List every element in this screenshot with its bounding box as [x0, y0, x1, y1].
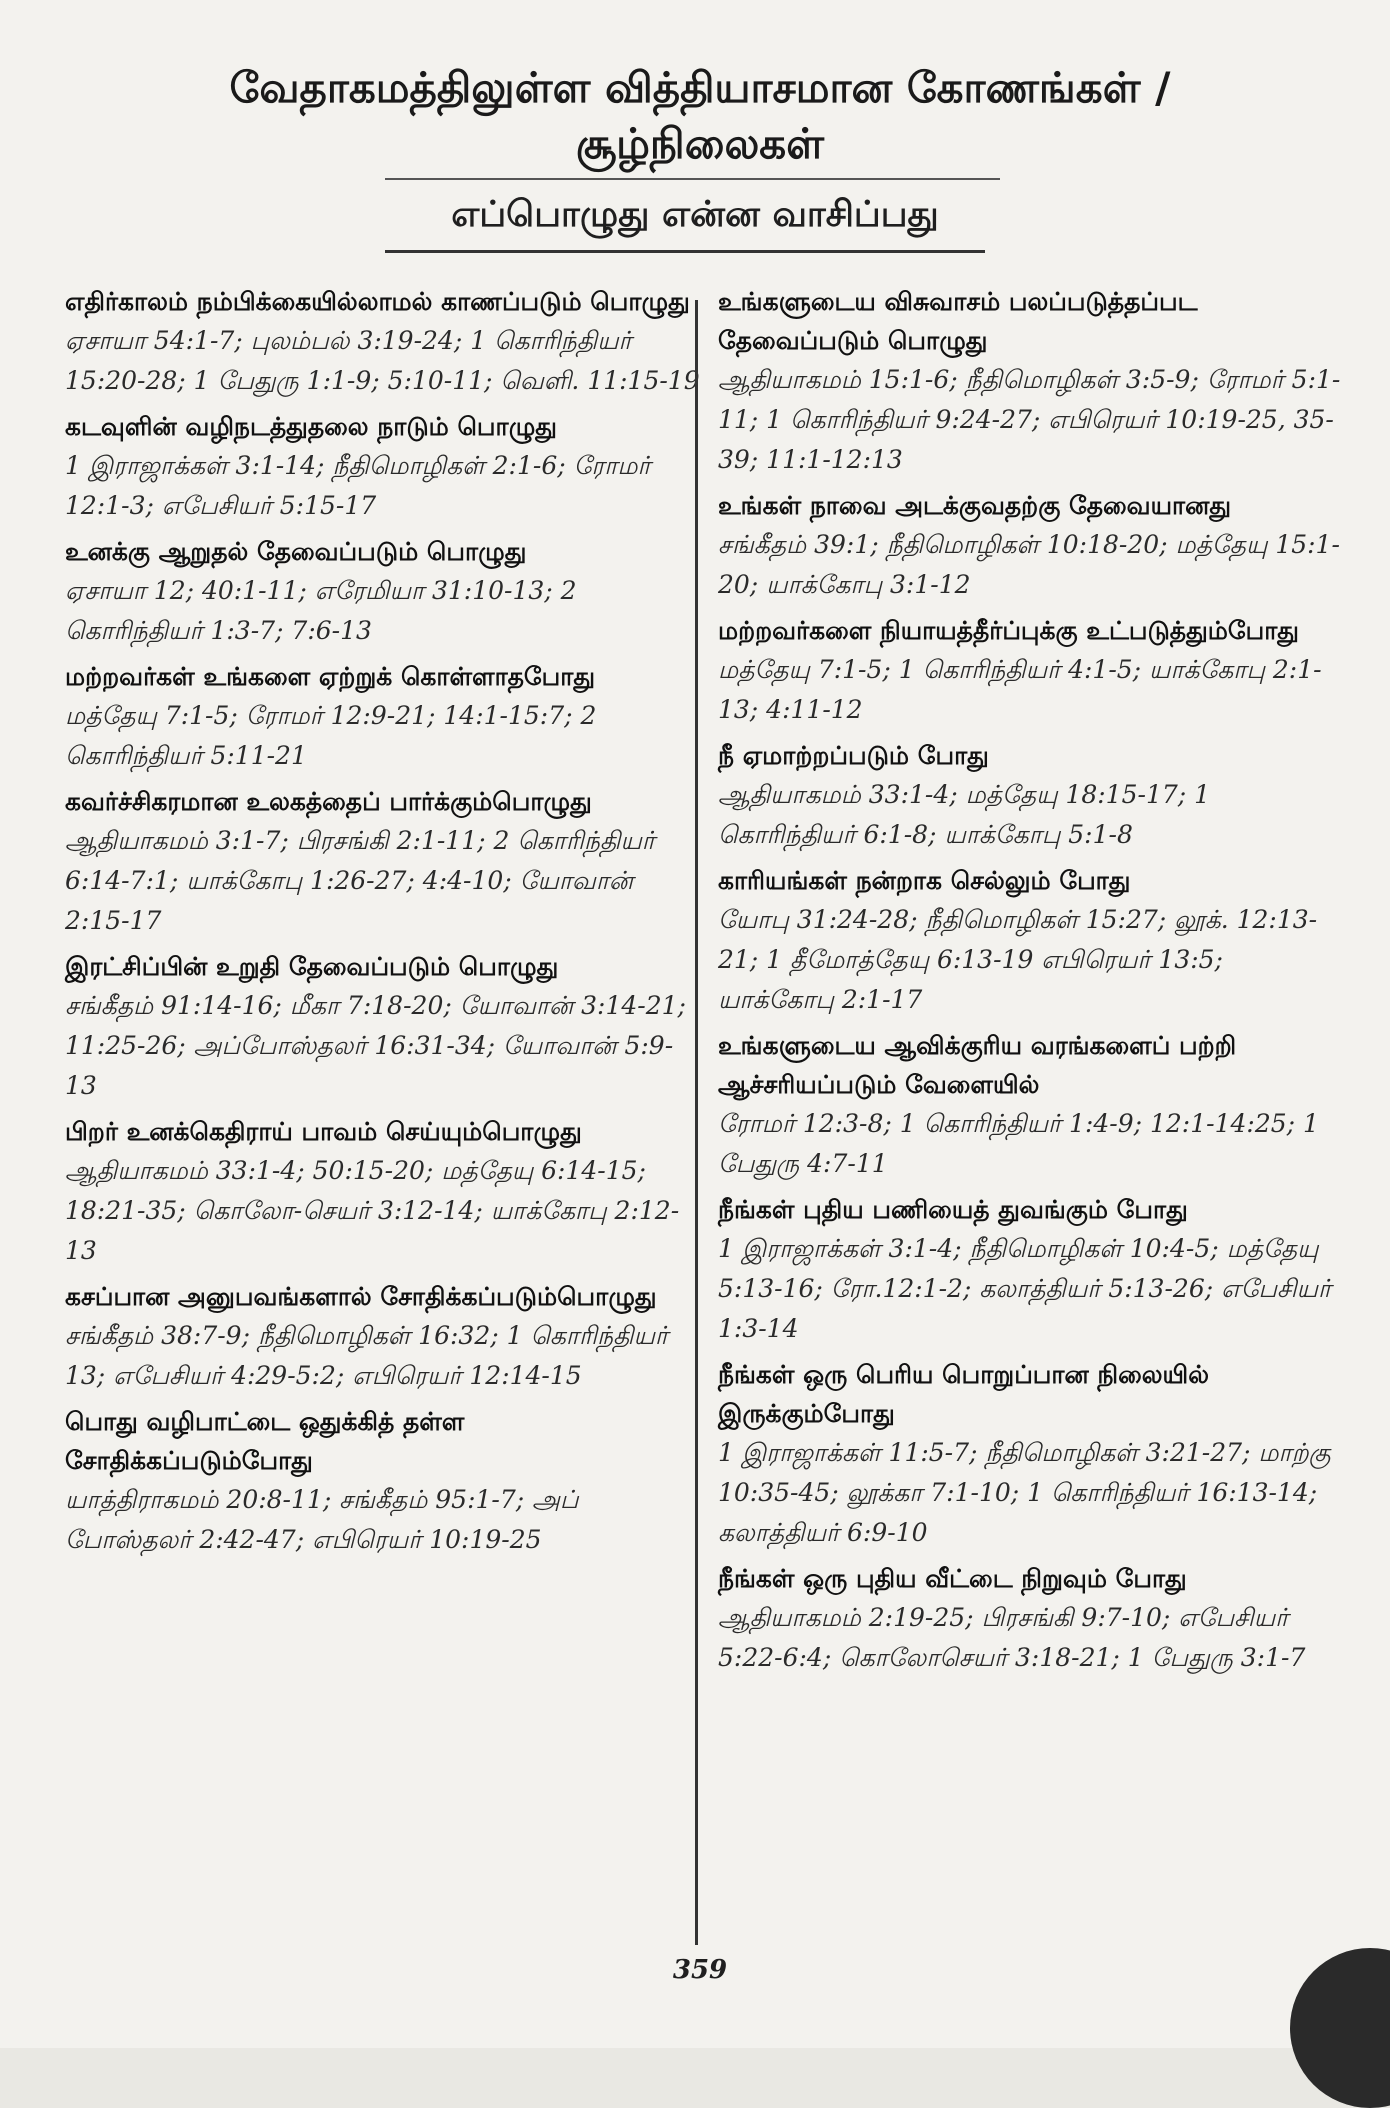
topic-section — [65, 782, 700, 941]
scripture-references: சங்கீதம் 38:7-9; நீதிமொழிகள் 16:32; 1 கொரிந்தியர் 13; எபேசியர் 4:29-5:2; எபிரெயர் 12:14-15 — [65, 1321, 668, 1390]
topic-heading: உங்களுடைய விசுவாசம் பலப்படுத்தப்பட தேவைப்படும் பொழுது — [718, 287, 1198, 355]
topic-heading: மற்றவர்களை நியாயத்தீர்ப்புக்கு உட்படுத்தும்போது — [718, 616, 1299, 645]
topic-section — [718, 1355, 1343, 1553]
scripture-references: மத்தேயு 7:1-5; ரோமர் 12:9-21; 14:1-15:7; 2 கொரிந்தியர் 5:11-21 — [65, 701, 597, 770]
topic-heading: கடவுளின் வழிநடத்துதலை நாடும் பொழுது — [65, 412, 557, 441]
topic-heading: எதிர்காலம் நம்பிக்கையில்லாமல் காணப்படும் பொழுது — [65, 287, 690, 316]
topic-heading: உங்களுடைய ஆவிக்குரிய வரங்களைப் பற்றி ஆச்சரியப்படும் வேளையில் — [718, 1031, 1237, 1099]
topic-section — [65, 657, 700, 776]
column-divider — [695, 300, 698, 1945]
topic-section — [718, 486, 1343, 605]
topic-section — [65, 407, 700, 526]
scripture-references: 1 இராஜாக்கள் 3:1-4; நீதிமொழிகள் 10:4-5; மத்தேயு 5:13-16; ரோ.12:1-2; கலாத்தியர் 5:13-26; எபேசியர் 1:3-14 — [718, 1234, 1332, 1343]
right-column — [718, 282, 1343, 1684]
scripture-references: யோபு 31:24-28; நீதிமொழிகள் 15:27; லூக். 12:13-21; 1 தீமோத்தேயு 6:13-19 எபிரெயர் 13:5; யாக்கோபு 2:1-17 — [718, 905, 1318, 1014]
scripture-references: யாத்திராகமம் 20:8-11; சங்கீதம் 95:1-7; அப் போஸ்தலர் 2:42-47; எபிரெயர் 10:19-25 — [65, 1485, 579, 1554]
topic-section — [65, 947, 700, 1106]
scripture-references: ஆதியாகமம் 33:1-4; 50:15-20; மத்தேயு 6:14-15; 18:21-35; கொலோ-செயர் 3:12-14; யாக்கோபு 2:12-13 — [65, 1156, 680, 1265]
topic-heading: கசப்பான அனுபவங்களால் சோதிக்கப்படும்பொழுது — [65, 1282, 657, 1311]
topic-section — [65, 1402, 700, 1560]
topic-section — [65, 532, 700, 651]
scripture-references: 1 இராஜாக்கள் 3:1-14; நீதிமொழிகள் 2:1-6; ரோமர் 12:1-3; எபேசியர் 5:15-17 — [65, 451, 651, 520]
topic-heading: நீங்கள் புதிய பணியைத் துவங்கும் போது — [718, 1195, 1188, 1224]
topic-heading: உங்கள் நாவை அடக்குவதற்கு தேவையானது — [718, 491, 1232, 520]
topic-section — [718, 282, 1343, 480]
topic-heading: கவர்ச்சிகரமான உலகத்தைப் பார்க்கும்பொழுது — [65, 787, 592, 816]
topic-heading: இரட்சிப்பின் உறுதி தேவைப்படும் பொழுது — [65, 952, 559, 981]
page-title: வேதாகமத்திலுள்ள வித்தியாசமான கோணங்கள் / சூழ்நிலைகள் — [229, 63, 1171, 168]
page-number: 359 — [672, 1955, 728, 1985]
topic-section — [718, 1559, 1343, 1678]
scripture-references: சங்கீதம் 39:1; நீதிமொழிகள் 10:18-20; மத்தேயு 15:1-20; யாக்கோபு 3:1-12 — [718, 530, 1340, 599]
topic-heading: காரியங்கள் நன்றாக செல்லும் போது — [718, 866, 1131, 895]
topic-heading: உனக்கு ஆறுதல் தேவைப்படும் பொழுது — [65, 537, 527, 566]
topic-section — [718, 736, 1343, 855]
topic-heading: நீ ஏமாற்றப்படும் போது — [718, 741, 989, 770]
title-divider — [385, 178, 1000, 180]
topic-section — [718, 861, 1343, 1020]
scripture-references: ஆதியாகமம் 2:19-25; பிரசங்கி 9:7-10; எபேசியர் 5:22-6:4; கொலோசெயர் 3:18-21; 1 பேதுரு 3:1-7 — [718, 1603, 1306, 1672]
scripture-references: ஏசாயா 12; 40:1-11; எரேமியா 31:10-13; 2 கொரிந்தியர் 1:3-7; 7:6-13 — [65, 576, 577, 645]
topic-heading: மற்றவர்கள் உங்களை ஏற்றுக் கொள்ளாதபோது — [65, 662, 596, 691]
page-subtitle: எப்பொழுது என்ன வாசிப்பது — [451, 194, 939, 235]
topic-section — [718, 611, 1343, 730]
scripture-references: சங்கீதம் 91:14-16; மீகா 7:18-20; யோவான் 3:14-21; 11:25-26; அப்போஸ்தலர் 16:31-34; யோவான் 5:9-13 — [65, 991, 686, 1100]
scripture-references: மத்தேயு 7:1-5; 1 கொரிந்தியர் 4:1-5; யாக்கோபு 2:1-13; 4:11-12 — [718, 655, 1322, 724]
topic-heading: பொது வழிபாட்டை ஒதுக்கித் தள்ள சோதிக்கப்படும்போது — [65, 1407, 465, 1475]
scripture-references: ஆதியாகமம் 33:1-4; மத்தேயு 18:15-17; 1 கொரிந்தியர் 6:1-8; யாக்கோபு 5:1-8 — [718, 780, 1211, 849]
topic-section — [718, 1190, 1343, 1349]
topic-section — [65, 1112, 700, 1271]
topic-heading: பிறர் உனக்கெதிராய் பாவம் செய்யும்பொழுது — [65, 1117, 582, 1146]
topic-section — [718, 1026, 1343, 1184]
topic-heading: நீங்கள் ஒரு புதிய வீட்டை நிறுவும் போது — [718, 1564, 1187, 1593]
scripture-references: ஆதியாகமம் 15:1-6; நீதிமொழிகள் 3:5-9; ரோமர் 5:1-11; 1 கொரிந்தியர் 9:24-27; எபிரெயர் 10:19-25, 35-39; 11:1-12:13 — [718, 365, 1341, 474]
subtitle-underline — [385, 250, 985, 253]
topic-section — [65, 282, 700, 401]
scripture-references: ஆதியாகமம் 3:1-7; பிரசங்கி 2:1-11; 2 கொரிந்தியர் 6:14-7:1; யாக்கோபு 1:26-27; 4:4-10; யோவான் 2:15-17 — [65, 826, 655, 935]
scripture-references: ரோமர் 12:3-8; 1 கொரிந்தியர் 1:4-9; 12:1-14:25; 1 பேதுரு 4:7-11 — [718, 1109, 1319, 1178]
scripture-references: 1 இராஜாக்கள் 11:5-7; நீதிமொழிகள் 3:21-27; மாற்கு 10:35-45; லூக்கா 7:1-10; 1 கொரிந்தியர் 16:13-14; கலாத்தியர் 6:9-10 — [718, 1438, 1331, 1547]
topic-heading: நீங்கள் ஒரு பெரிய பொறுப்பான நிலையில் இருக்கும்போது — [718, 1360, 1209, 1428]
left-column — [65, 282, 700, 1566]
scripture-references: ஏசாயா 54:1-7; புலம்பல் 3:19-24; 1 கொரிந்தியர் 15:20-28; 1 பேதுரு 1:1-9; 5:10-11; வெளி. 11:15-19 — [65, 326, 700, 395]
page-corner-shadow — [1290, 1948, 1390, 2108]
topic-section — [65, 1277, 700, 1396]
